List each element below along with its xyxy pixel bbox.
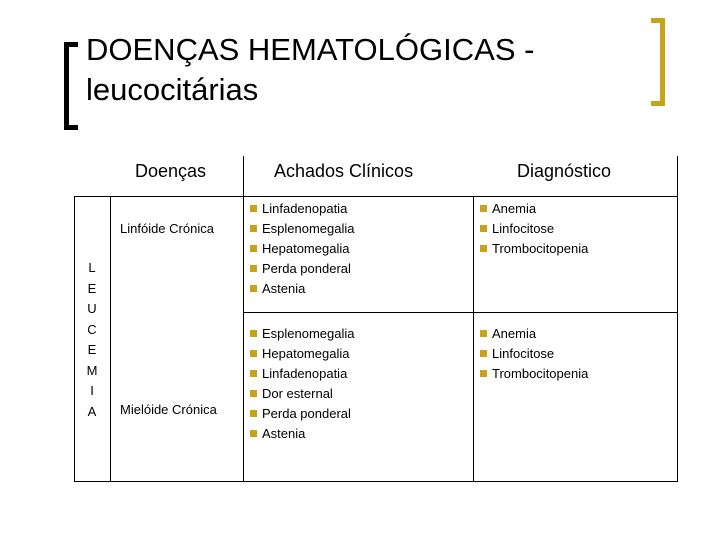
list-item: Trombocitopenia xyxy=(480,364,588,384)
list-item: Perda ponderal xyxy=(250,404,355,424)
list-item: Astenia xyxy=(250,424,355,444)
list-item: Esplenomegalia xyxy=(250,324,355,344)
side-letter: A xyxy=(87,403,97,419)
header-divider-left xyxy=(243,156,244,196)
list-item: Linfadenopatia xyxy=(250,364,355,384)
disease-mieloide-cronica: Mielóide Crónica xyxy=(120,402,217,417)
list-item: Hepatomegalia xyxy=(250,239,355,259)
header-doencas: Doenças xyxy=(135,161,207,181)
side-letter: U xyxy=(87,301,97,316)
disease-linfoide-cronica: Linfóide Crónica xyxy=(120,221,214,236)
side-label-leucemia xyxy=(82,258,102,422)
column-divider-diagnostico xyxy=(473,196,474,482)
slide-title-line-2: leucocitárias xyxy=(86,72,259,107)
list-item: Linfocitose xyxy=(480,219,588,239)
title-bracket-right xyxy=(651,18,665,106)
header-achados-clinicos: Achados Clínicos xyxy=(274,161,414,181)
column-divider-achados xyxy=(243,196,244,482)
list-item: Perda ponderal xyxy=(250,259,355,279)
diagnostico-list-mieloide xyxy=(480,324,588,384)
side-letter: C xyxy=(87,321,97,337)
side-label-divider xyxy=(110,196,111,482)
list-item: Esplenomegalia xyxy=(250,219,355,239)
header-diagnostico: Diagnóstico xyxy=(517,161,612,181)
achados-list-linfoide xyxy=(250,199,355,299)
list-item: Anemia xyxy=(480,324,588,344)
header-divider-right xyxy=(677,156,678,196)
diagnostico-list-linfoide xyxy=(480,199,588,259)
side-letter: E xyxy=(87,280,97,296)
list-item: Anemia xyxy=(480,199,588,219)
side-letter: M xyxy=(86,362,98,378)
side-letter: I xyxy=(90,383,94,398)
row-divider xyxy=(243,312,677,313)
side-letter: E xyxy=(87,342,97,357)
list-item: Trombocitopenia xyxy=(480,239,588,259)
title-bracket-left xyxy=(64,42,78,130)
slide-title-line-1: DOENÇAS HEMATOLÓGICAS - xyxy=(86,32,535,67)
list-item: Linfadenopatia xyxy=(250,199,355,219)
achados-list-mieloide xyxy=(250,324,355,445)
list-item: Hepatomegalia xyxy=(250,344,355,364)
list-item: Linfocitose xyxy=(480,344,588,364)
side-letter: L xyxy=(88,260,96,275)
list-item: Dor esternal xyxy=(250,384,355,404)
slide-title xyxy=(86,30,534,110)
list-item: Astenia xyxy=(250,279,355,299)
